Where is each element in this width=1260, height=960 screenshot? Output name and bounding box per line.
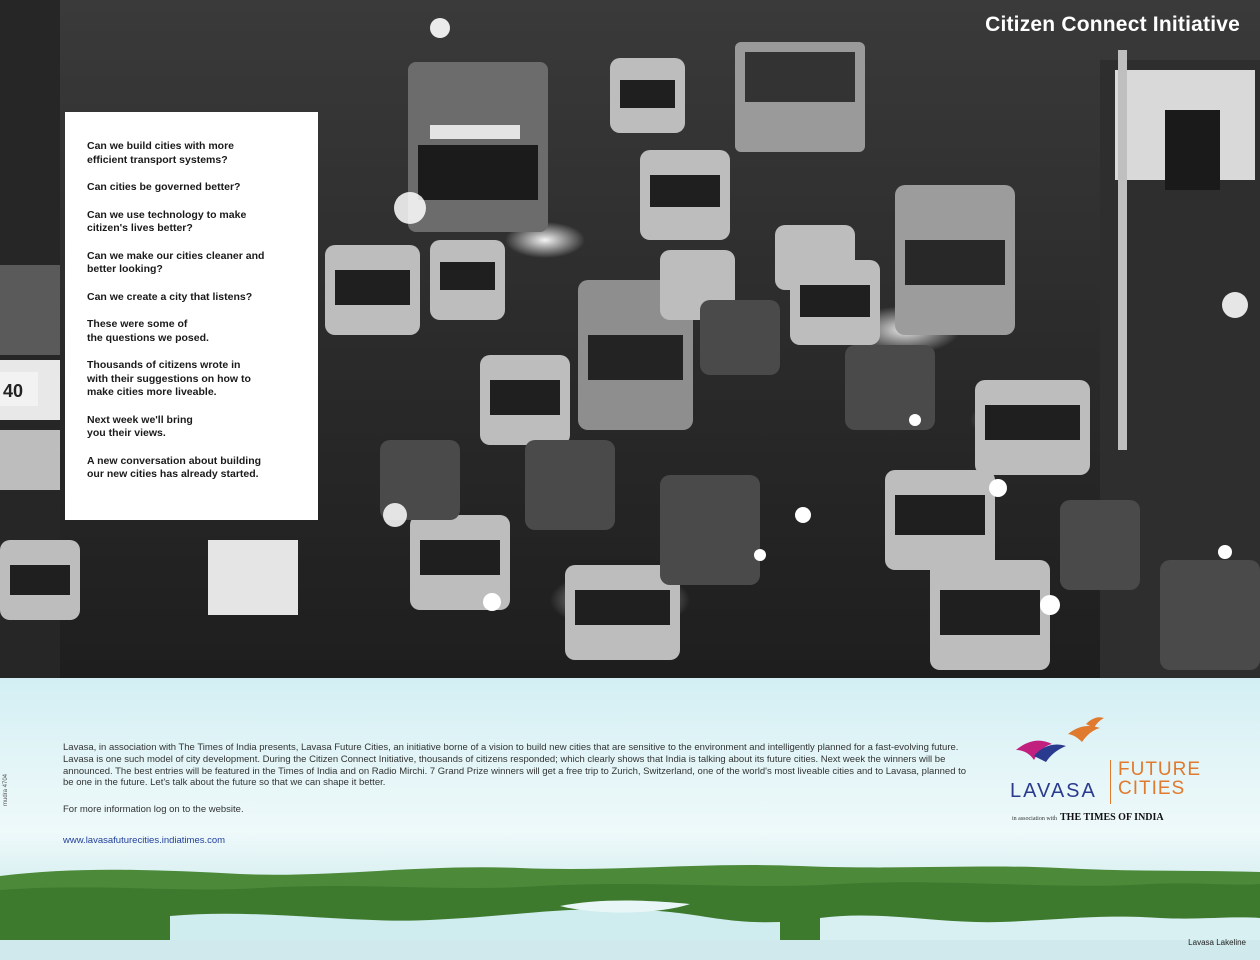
lavasa-future-cities-logo [1008,712,1208,822]
association-prefix: in association with [1012,816,1057,822]
headline: Citizen Connect Initiative [985,13,1240,36]
future-line: FUTURE [1118,759,1202,780]
brand-name: LAVASA [1010,780,1097,802]
photo-caption: Lavasa Lakeline [1188,938,1246,947]
question-item: Can we build cities with more efficient transport systems? [87,140,235,166]
vertical-code: mudra 4704 [3,773,9,806]
logo-divider [1110,760,1111,804]
question-item: Can we make our cities cleaner and better looking? [87,249,265,275]
lakeline-panel [0,678,1260,960]
info-line: For more information log on to the website. [63,804,244,815]
association-line [1012,805,1164,824]
website-link[interactable]: www.lavasafuturecities.indiatimes.com [63,835,226,846]
question-item: Can we create a city that listens? [87,290,253,303]
times-of-india-wordmark: THE TIMES OF INDIA [1060,812,1164,823]
question-item: Next week we'll bring you their views. [87,413,193,439]
questions-list [65,112,318,482]
question-item: Can we use technology to make citizen's lives better? [87,208,247,234]
cities-line: CITIES [1118,778,1186,799]
future-cities-wordmark [1118,760,1201,798]
svg-text:40: 40 [3,381,24,401]
body-paragraph: Lavasa, in association with The Times of India presents, Lavasa Future Cities, an initiative borne of a vision to build new cities that are sensitive to the environment and intelligently planned for a fast-evolving future. Lavasa is one such model of city development. During the Citizen Connect Initiative, thousands of citizens responded; which clearly shows that India is talking about its future cities. Next week the winners will be announced. The best entries will be featured in the Times of India and on Radio Mirchi. 7 Grand Prize winners will get a free trip to Zurich, Switzerland, one of the world's most liveable cities and to Lavasa, planned to be one in the future. Let's talk about the future so that we can shape it better. [63,742,967,789]
question-item: A new conversation about building our new cities has already started. [87,454,262,480]
question-item: Can cities be governed better? [87,181,241,193]
questions-panel [65,112,318,520]
question-item: Thousands of citizens wrote in with their suggestions on how to make cities more liveable. [87,359,251,398]
question-item: These were some of the questions we posed. [87,318,209,344]
